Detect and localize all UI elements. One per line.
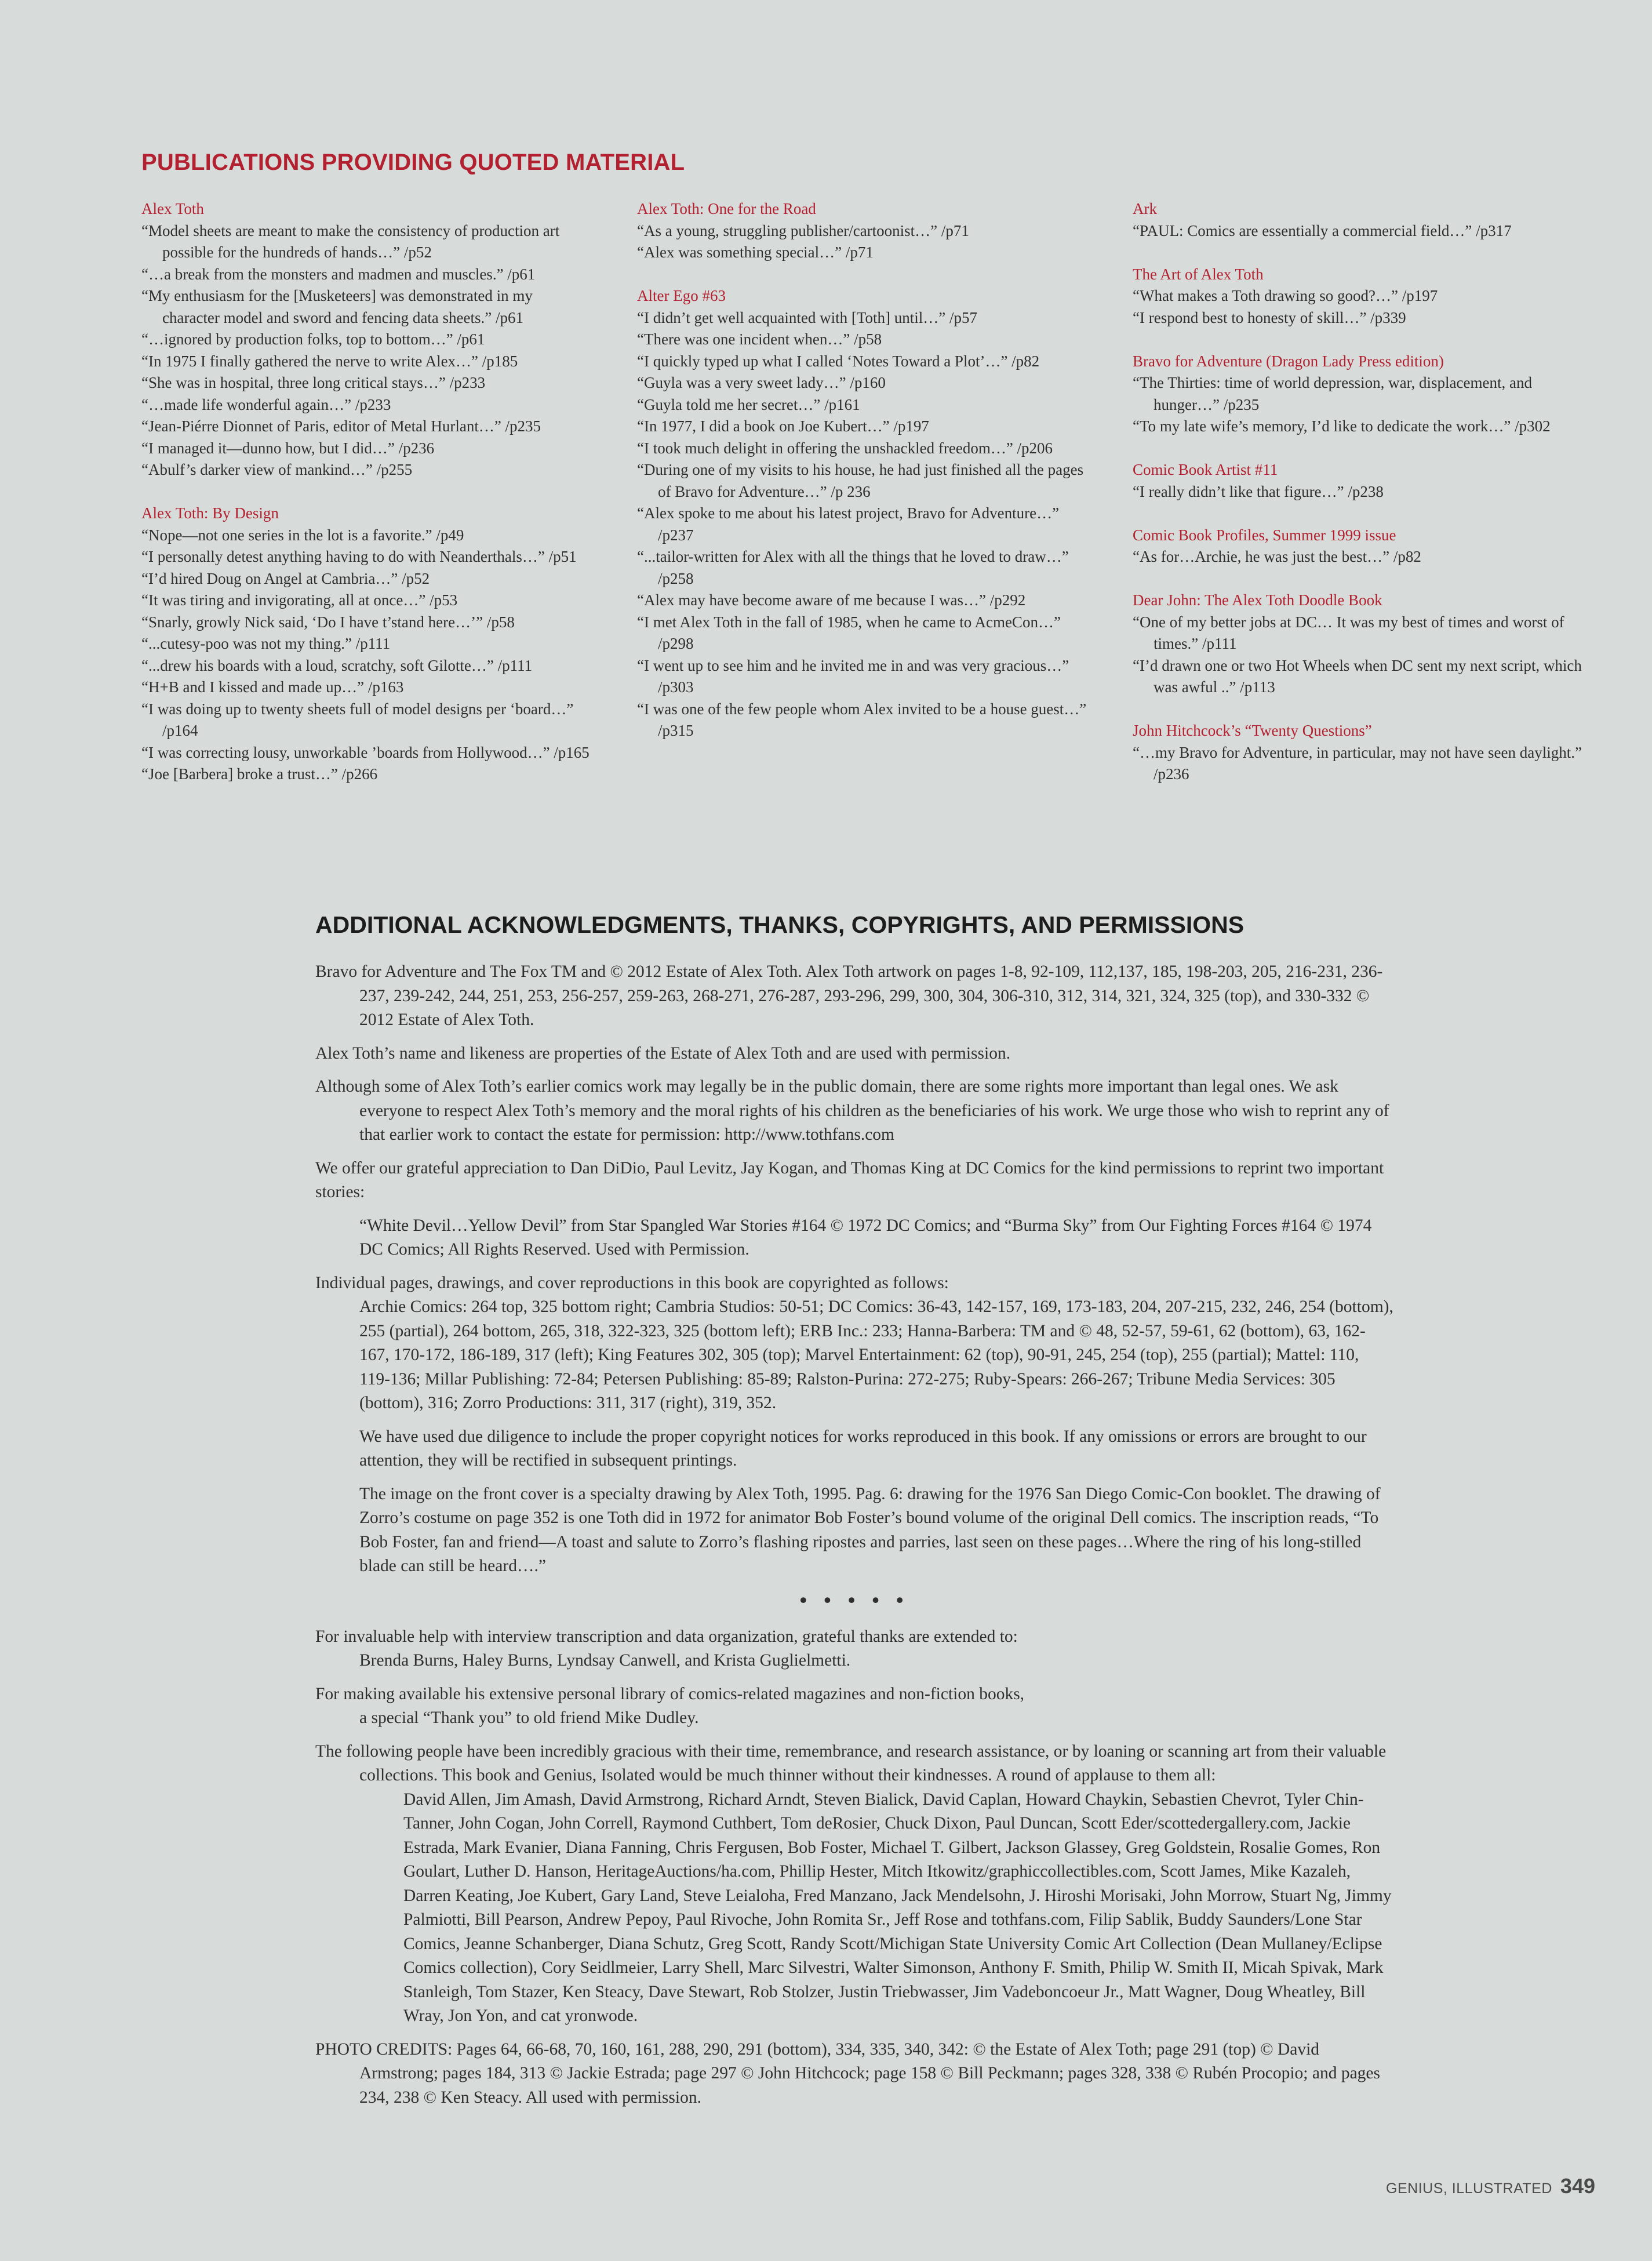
individual-pages-intro: Individual pages, drawings, and cover reproductions in this book are copyrighted as follows:: [315, 1273, 949, 1292]
quote: “I was correcting lousy, unworkable ’boards from Hollywood…” /p165: [141, 743, 590, 761]
front-cover-paragraph: The image on the front cover is a specialty drawing by Alex Toth, 1995. Pag. 6: drawing for the 1976 San Diego Comic-Con booklet. The drawing of Zorro’s costume on page 352 is one Toth did in 1972 for animator Bob Foster’s bound volume of the original Dell comics. The inscription reads, “To Bob Foster, fan and friend—A toast and salute to Zorro’s flashing ripostes and parries, last seen on these pages…Where the ring of his long-stilled blade can still be heard….”: [359, 1484, 1381, 1575]
running-title: GENIUS, ILLUSTRATED: [1386, 2180, 1552, 2197]
column-2: [637, 198, 1089, 764]
quote: “Joe [Barbera] broke a trust…” /p266: [141, 765, 378, 783]
quote: “…my Bravo for Adventure, in particular, may not have seen daylight.” /p236: [1133, 743, 1582, 783]
quote: “I went up to see him and he invited me in and was very gracious…” /p303: [637, 656, 1069, 696]
section-divider: • • • • •: [799, 1588, 909, 1612]
quote: “I didn’t get well acquainted with [Toth] until…” /p57: [637, 308, 977, 326]
library-thanks-intro: For making available his extensive personal library of comics-related magazines and non-fiction books,: [315, 1684, 1025, 1703]
quote: “I respond best to honesty of skill…” /p339: [1133, 308, 1406, 326]
quote: “I met Alex Toth in the fall of 1985, when he came to AcmeCon…” /p298: [637, 613, 1061, 652]
quote: “Alex spoke to me about his latest project, Bravo for Adventure…” /p237: [637, 504, 1060, 544]
source-title: Alex Toth: One for the Road: [637, 200, 816, 217]
likeness-paragraph: Alex Toth’s name and likeness are properties of the Estate of Alex Toth and are used with permission.: [315, 1044, 1011, 1063]
source-title: The Art of Alex Toth: [1133, 265, 1264, 283]
dc-stories-paragraph: “White Devil…Yellow Devil” from Star Spangled War Stories #164 © 1972 DC Comics; and “Burma Sky” from Our Fighting Forces #164 © 1974 DC Comics; All Rights Reserved. Used with Permission.: [359, 1216, 1372, 1259]
gracious-people-names: David Allen, Jim Amash, David Armstrong, Richard Arndt, Steven Bialick, David Caplan, Howard Chaykin, Sebastien Chevrot, Tyler Chin-Tanner, John Cogan, John Correll, Raymond Cuthbert, Tom deRosier, Chuck Dixon, Paul Duncan, Scott Eder/scottedergallery.com, Jackie Estrada, Mark Evanier, Diana Fanning, Chris Fergusen, Bob Foster, Michael T. Gilbert, Jackson Glassey, Greg Goldstein, Rosalie Gomes, Ron Goulart, Luther D. Hanson, HeritageAuctions/ha.com, Phillip Hester, Mitch Itkowitz/graphiccollectibles.com, Scott James, Mike Kazaleh, Darren Keating, Joe Kubert, Gary Land, Steve Leialoha, Fred Manzano, Jack Mendelsohn, J. Hiroshi Morisaki, John Morrow, Stuart Ng, Jimmy Palmiotti, Bill Pearson, Andrew Pepoy, Paul Rivoche, John Romita Sr., Jeff Rose and tothfans.com, Filip Sablik, Buddy Saunders/Lone Star Comics, Jeanne Schanberger, Diana Schutz, Greg Scott, Randy Scott/Michigan State University Comic Art Collection (Dean Mullaney/Eclipse Comics collection), Cory Seidlmeier, Larry Shell, Marc Silvestri, Walter Simonson, Anthony F. Smith, Philip W. Smith II, Micah Spivak, Mark Stanleigh, Tom Stazer, Ken Steacy, Dave Stewart, Rob Stolzer, Justin Triebwasser, Jim Vadeboncoeur Jr., Matt Wagner, Doug Wheatley, Bill Wray, Jon Yon, and cat yronwode.: [403, 1790, 1392, 2025]
source-block: [637, 198, 1089, 264]
quote: “Guyla was a very sweet lady…” /p160: [637, 374, 886, 391]
quote: “Alex was something special…” /p71: [637, 243, 874, 261]
quote: “As a young, struggling publisher/cartoonist…” /p71: [637, 221, 969, 239]
source-block: [141, 198, 594, 481]
quote: “To my late wife’s memory, I’d like to dedicate the work…” /p302: [1133, 417, 1551, 435]
gracious-people-intro: The following people have been incredibly gracious with their time, remembrance, and research assistance, or by loaning or scanning art from their valuable collections. This book and Genius, Isolated would be much thinner without their kindnesses. A round of applause to them all:: [315, 1742, 1387, 1784]
quote: “...cutesy-poo was not my thing.” /p111: [141, 635, 391, 652]
quote: “I’d drawn one or two Hot Wheels when DC sent my next script, which was awful ..” /p113: [1133, 656, 1582, 696]
quote: “One of my better jobs at DC… It was my best of times and worst of times.” /p111: [1133, 613, 1564, 652]
quote: “I took much delight in offering the unshackled freedom…” /p206: [637, 439, 1053, 457]
copyright-paragraph: Bravo for Adventure and The Fox TM and © 2012 Estate of Alex Toth. Alex Toth artwork on pages 1-8, 92-109, 112,137, 185, 198-203, 205, 216-231, 236-237, 239-242, 244, 251, 253, 256-257, 259-263, 268-271, 276-287, 293-296, 299, 300, 304, 306-310, 312, 314, 321, 324, 325 (top), and 330-332 © 2012 Estate of Alex Toth.: [315, 962, 1383, 1029]
quote: “Snarly, growly Nick said, ‘Do I have t’stand here…’” /p58: [141, 613, 515, 631]
source-title: John Hitchcock’s “Twenty Questions”: [1133, 722, 1372, 739]
transcription-thanks-names: Brenda Burns, Haley Burns, Lyndsay Canwell, and Krista Guglielmetti.: [359, 1651, 851, 1670]
quote: “I personally detest anything having to do with Neanderthals…” /p51: [141, 548, 577, 565]
column-1: [141, 198, 594, 807]
public-domain-paragraph: Although some of Alex Toth’s earlier comics work may legally be in the public domain, there are some rights more important than legal ones. We ask everyone to respect Alex Toth’s memory and the moral rights of his children as the beneficiaries of his work. We urge those who wish to reprint any of that earlier work to contact the estate for permission: http://www.tothfans.com: [315, 1077, 1389, 1144]
quote: “Jean-Piérre Dionnet of Paris, editor of Metal Hurlant…” /p235: [141, 417, 541, 435]
quote: “I really didn’t like that figure…” /p238: [1133, 482, 1384, 500]
source-title: Alter Ego #63: [637, 287, 726, 304]
source-title: Alex Toth: [141, 200, 204, 217]
quote: “Model sheets are meant to make the consistency of production art possible for the hundreds of hands…” /p52: [141, 221, 560, 261]
quote: “In 1975 I finally gathered the nerve to write Alex…” /p185: [141, 352, 518, 370]
source-title: Dear John: The Alex Toth Doodle Book: [1133, 591, 1382, 609]
quote: “I’d hired Doug on Angel at Cambria…” /p52: [141, 569, 430, 587]
quote: “Nope—not one series in the lot is a favorite.” /p49: [141, 526, 464, 544]
quote: “The Thirties: time of world depression, war, displacement, and hunger…” /p235: [1133, 374, 1532, 413]
photo-credits: PHOTO CREDITS: Pages 64, 66-68, 70, 160, 161, 288, 290, 291 (bottom), 334, 335, 340, 342: © the Estate of Alex Toth; page 291 (top) © David Armstrong; pages 184, 313 © Jackie Estrada; page 297 © John Hitchcock; page 158 © Bill Peckmann; pages 328, 338 © Rubén Procopio; and pages 234, 238 © Ken Steacy. All used with permission.: [315, 2040, 1380, 2107]
quote: “During one of my visits to his house, he had just finished all the pages of Bravo for Adventure…” /p 236: [637, 461, 1084, 500]
quote: “There was one incident when…” /p58: [637, 330, 882, 348]
page-footer: [1386, 2174, 1595, 2198]
source-block: [1133, 590, 1585, 699]
publications-heading: PUBLICATIONS PROVIDING QUOTED MATERIAL: [141, 150, 685, 175]
quote: “My enthusiasm for the [Musketeers] was demonstrated in my character model and sword and fencing data sheets.” /p61: [141, 287, 533, 326]
source-title: Comic Book Artist #11: [1133, 461, 1278, 478]
source-title: Ark: [1133, 200, 1157, 217]
source-block: [1133, 459, 1585, 503]
quote: “As for…Archie, he was just the best…” /p82: [1133, 548, 1421, 565]
source-title: Alex Toth: By Design: [141, 504, 279, 522]
library-thanks-rest: a special “Thank you” to old friend Mike Dudley.: [359, 1709, 699, 1727]
quote: “H+B and I kissed and made up…” /p163: [141, 678, 404, 696]
source-block: [141, 503, 594, 786]
quote: “In 1977, I did a book on Joe Kubert…” /p197: [637, 417, 929, 435]
transcription-thanks-intro: For invaluable help with interview transcription and data organization, grateful thanks are extended to:: [315, 1627, 1018, 1646]
quote: “Alex may have become aware of me because I was…” /p292: [637, 591, 1026, 609]
quote: “…made life wonderful again…” /p233: [141, 395, 391, 413]
quote: “I quickly typed up what I called ‘Notes Toward a Plot’…” /p82: [637, 352, 1040, 370]
column-3: [1133, 198, 1585, 807]
quote: “PAUL: Comics are essentially a commercial field…” /p317: [1133, 221, 1512, 239]
quote: “I managed it—dunno how, but I did…” /p236: [141, 439, 435, 457]
source-block: [1133, 351, 1585, 438]
source-block: [637, 285, 1089, 742]
due-diligence-paragraph: We have used due diligence to include the proper copyright notices for works reproduced in this book. If any omissions or errors are brought to our attention, they will be rectified in subsequent printings.: [359, 1427, 1367, 1470]
quote: “I was doing up to twenty sheets full of model designs per ‘board…” /p164: [141, 700, 574, 739]
quote: “It was tiring and invigorating, all at once…” /p53: [141, 591, 458, 609]
quote: “Abulf’s darker view of mankind…” /p255: [141, 461, 413, 478]
quote: “I was one of the few people whom Alex invited to be a house guest…” /p315: [637, 700, 1087, 739]
quote: “Guyla told me her secret…” /p161: [637, 395, 860, 413]
source-block: [1133, 264, 1585, 329]
acknowledgments-heading: ADDITIONAL ACKNOWLEDGMENTS, THANKS, COPYRIGHTS, AND PERMISSIONS: [315, 911, 1245, 938]
source-block: [1133, 525, 1585, 568]
source-title: Bravo for Adventure (Dragon Lady Press edition): [1133, 352, 1444, 370]
quote: “She was in hospital, three long critical stays…” /p233: [141, 374, 486, 391]
quote: “…ignored by production folks, top to bottom…” /p61: [141, 330, 485, 348]
quote: “...tailor-written for Alex with all the things that he loved to draw…” /p258: [637, 548, 1069, 587]
individual-pages-list: Archie Comics: 264 top, 325 bottom right; Cambria Studios: 50-51; DC Comics: 36-43, 142-157, 169, 173-183, 204, 207-215, 232, 246, 254 (bottom), 255 (partial), 264 bottom, 265, 318, 322-323, 325 (bottom left); ERB Inc.: 233; Hanna-Barbera: TM and © 48, 52-57, 59-61, 62 (bottom), 63, 162-167, 170-172, 186-189, 317 (left); King Features 302, 305 (top); Marvel Entertainment: 62 (top), 90-91, 245, 254 (top), 255 (partial); Mattel: 110, 119-136; Millar Publishing: 72-84; Petersen Publishing: 85-89; Ralston-Purina: 272-275; Ruby-Spears: 266-267; Tribune Media Services: 305 (bottom), 316; Zorro Productions: 311, 317 (right), 319, 352.: [359, 1297, 1393, 1412]
page-number: 349: [1560, 2174, 1595, 2198]
quote: “...drew his boards with a loud, scratchy, soft Gilotte…” /p111: [141, 656, 533, 674]
quote: “What makes a Toth drawing so good?…” /p197: [1133, 287, 1438, 304]
dc-thanks-paragraph: We offer our grateful appreciation to Dan DiDio, Paul Levitz, Jay Kogan, and Thomas King at DC Comics for the kind permissions to reprint two important stories:: [315, 1158, 1384, 1201]
source-block: [1133, 198, 1585, 242]
acknowledgments-body: [315, 960, 1393, 2119]
quote: “…a break from the monsters and madmen and muscles.” /p61: [141, 265, 536, 283]
source-title: Comic Book Profiles, Summer 1999 issue: [1133, 526, 1396, 544]
source-block: [1133, 720, 1585, 786]
